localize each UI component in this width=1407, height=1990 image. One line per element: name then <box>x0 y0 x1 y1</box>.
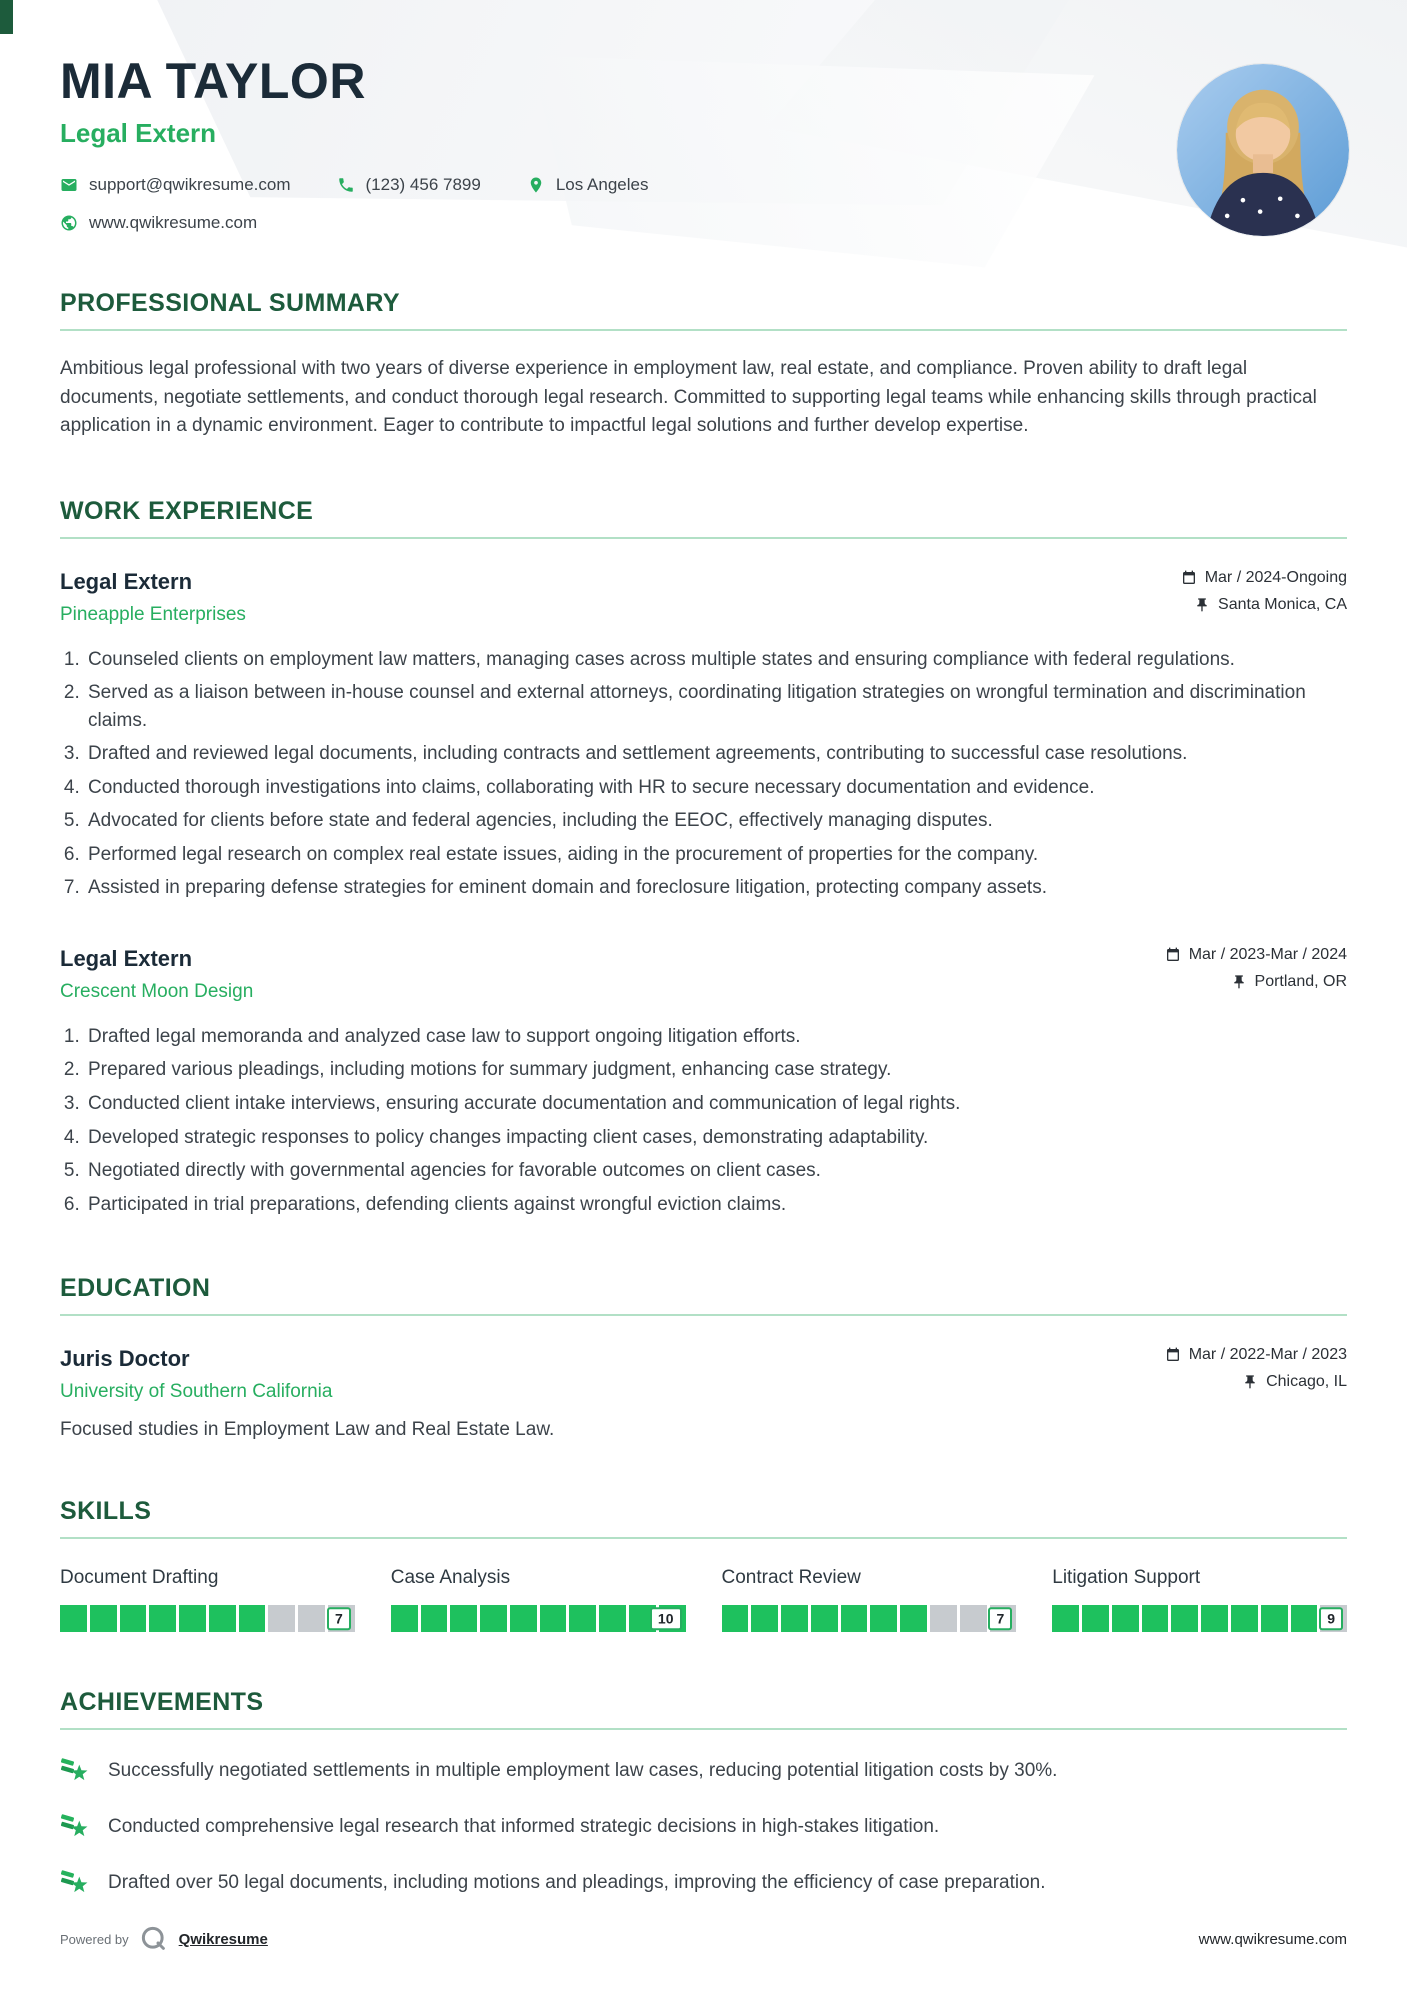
section-achievements <box>60 1688 1347 1898</box>
job-bullet-list <box>60 646 1347 902</box>
skill-bar <box>60 1605 355 1632</box>
job-bullet: 6. Participated in trial preparations, defending clients against wrongful eviction claims. <box>85 1191 1347 1219</box>
section-divider <box>60 537 1347 539</box>
achievement-text: Drafted over 50 legal documents, including motions and pleadings, improving the efficiency of case preparation. <box>108 1872 1046 1894</box>
section-work-experience <box>60 497 1347 1219</box>
skills-grid <box>60 1567 1347 1632</box>
footer-branding <box>60 1924 268 1954</box>
powered-by-text: Powered by <box>60 1931 129 1947</box>
email-icon <box>60 176 78 194</box>
job-title-block <box>60 569 246 626</box>
job-bullet-list <box>60 1023 1347 1218</box>
section-divider <box>60 1537 1347 1539</box>
education-description: Focused studies in Employment Law and Real Estate Law. <box>60 1419 555 1441</box>
footer-website-link[interactable]: www.qwikresume.com <box>1198 1930 1347 1948</box>
school-name: University of Southern California <box>60 1381 333 1403</box>
job-company: Pineapple Enterprises <box>60 603 246 625</box>
job-title: Legal Extern <box>60 945 193 971</box>
skill-bar-track <box>391 1605 686 1632</box>
job-dates <box>1181 569 1347 587</box>
achievement-text: Successfully negotiated settlements in multiple employment law cases, reducing potential litigation costs by 30%. <box>108 1760 1058 1782</box>
job-meta <box>1181 569 1347 623</box>
skill-level-badge: 9 <box>1319 1607 1343 1631</box>
phone-text: (123) 456 7899 <box>365 175 481 194</box>
job-bullet: 6. Performed legal research on complex real estate issues, aiding in the procurement of properties for the company. <box>85 841 1347 869</box>
pushpin-icon <box>1242 1374 1258 1390</box>
job-title: Legal Extern <box>60 568 193 594</box>
pushpin-icon <box>1194 597 1210 613</box>
job-bullet: 2. Prepared various pleadings, including motions for summary judgment, enhancing case strategy. <box>85 1056 1347 1084</box>
skill-contract-review <box>722 1567 1017 1632</box>
achievement-item <box>60 1756 1347 1786</box>
job-header <box>60 946 1347 1003</box>
job-bullet: 4. Conducted thorough investigations into claims, collaborating with HR to secure necessary documentation and evidence. <box>85 774 1347 802</box>
job-bullet: 4. Developed strategic responses to policy changes impacting client cases, demonstrating adaptability. <box>85 1124 1347 1152</box>
skill-label: Litigation Support <box>1052 1567 1201 1589</box>
education-location-text: Chicago, IL <box>1266 1373 1347 1391</box>
job-bullet: 3. Drafted and reviewed legal documents, including contracts and settlement agreements, contributing to successful case resolutions. <box>85 740 1347 768</box>
email-text: support@qwikresume.com <box>89 175 291 194</box>
job-bullet: 3. Conducted client intake interviews, ensuring accurate documentation and communication of legal rights. <box>85 1090 1347 1118</box>
job-bullet: 1. Drafted legal memoranda and analyzed case law to support ongoing litigation efforts. <box>85 1023 1347 1051</box>
skill-label: Document Drafting <box>60 1567 219 1589</box>
job-title-block <box>60 946 253 1003</box>
job-location <box>1165 973 1347 991</box>
summary-text: Ambitious legal professional with two years of diverse experience in employment law, real estate, and compliance. Proven ability to draft legal documents, negotiate settlements, and conduct thorough legal research. Committed to supporting legal teams while enhancing skills through practical application in a dynamic environment. Eager to contribute to impactful legal solutions and further develop expertise. <box>60 358 1317 436</box>
candidate-name: MIA TAYLOR <box>60 53 366 109</box>
section-heading: ACHIEVEMENTS <box>60 1688 264 1717</box>
section-education <box>60 1274 1347 1441</box>
skill-document-drafting <box>60 1567 355 1632</box>
job-meta <box>1165 946 1347 1000</box>
contact-email <box>60 175 291 195</box>
candidate-title: Legal Extern <box>60 118 217 148</box>
section-heading: WORK EXPERIENCE <box>60 496 314 525</box>
education-dates <box>1165 1346 1347 1364</box>
skill-bar-track <box>722 1605 1017 1632</box>
job-location-text: Santa Monica, CA <box>1218 595 1347 613</box>
contact-location <box>527 175 649 195</box>
section-divider <box>60 1728 1347 1730</box>
skill-litigation-support <box>1052 1567 1347 1632</box>
job-location <box>1181 596 1347 614</box>
education-header <box>60 1346 1347 1403</box>
contact-phone <box>337 175 481 195</box>
education-entry <box>60 1346 1347 1441</box>
education-dates-text: Mar / 2022-Mar / 2023 <box>1188 1346 1347 1364</box>
corner-accent <box>0 0 13 34</box>
skill-label: Contract Review <box>721 1567 861 1589</box>
location-text: Los Angeles <box>555 175 649 194</box>
education-meta <box>1165 1346 1347 1400</box>
achievement-item <box>60 1868 1347 1898</box>
section-skills <box>60 1497 1347 1632</box>
job-dates-text: Mar / 2024-Ongoing <box>1204 568 1347 586</box>
skill-bar-track <box>60 1605 355 1632</box>
skill-level-badge: 7 <box>988 1607 1012 1631</box>
job-company: Crescent Moon Design <box>60 980 254 1002</box>
skill-bar <box>722 1605 1017 1632</box>
job-entry <box>60 569 1347 902</box>
skill-level-badge: 7 <box>327 1607 351 1631</box>
achievement-list <box>60 1756 1347 1898</box>
achievement-item <box>60 1812 1347 1842</box>
resume-header <box>60 52 1347 233</box>
section-divider <box>60 1314 1347 1316</box>
skill-label: Case Analysis <box>390 1567 511 1589</box>
skill-bar <box>1052 1605 1347 1632</box>
degree-title: Juris Doctor <box>60 1346 190 1372</box>
job-entry <box>60 946 1347 1218</box>
contact-row <box>60 175 1347 195</box>
calendar-icon <box>1165 1347 1181 1363</box>
location-pin-icon <box>527 176 545 194</box>
job-bullet: 2. Served as a liaison between in-house counsel and external attorneys, coordinating litigation strategies on wrongful termination and discrimination claims. <box>85 679 1347 734</box>
section-professional-summary <box>60 289 1347 441</box>
skill-level-badge: 10 <box>650 1607 682 1631</box>
award-icon <box>60 1756 90 1786</box>
job-bullet: 7. Assisted in preparing defense strategies for eminent domain and foreclosure litigation, protecting company assets. <box>85 874 1347 902</box>
job-header <box>60 569 1347 626</box>
section-heading: PROFESSIONAL SUMMARY <box>60 289 400 317</box>
section-divider <box>60 329 1347 331</box>
job-dates <box>1165 946 1347 964</box>
website-text: www.qwikresume.com <box>89 213 258 232</box>
skill-bar-track <box>1052 1605 1347 1632</box>
globe-icon <box>60 214 78 232</box>
page-footer <box>60 1924 1347 1954</box>
calendar-icon <box>1181 570 1197 586</box>
job-dates-text: Mar / 2023-Mar / 2024 <box>1188 945 1347 963</box>
education-title-block <box>60 1346 332 1403</box>
contact-website <box>60 213 257 233</box>
skill-bar <box>391 1605 686 1632</box>
calendar-icon <box>1165 947 1181 963</box>
phone-icon <box>337 176 355 194</box>
achievement-text: Conducted comprehensive legal research that informed strategic decisions in high-stakes litigation. <box>108 1816 940 1838</box>
award-icon <box>60 1812 90 1842</box>
qwikresume-link[interactable]: Qwikresume <box>178 1930 268 1948</box>
pushpin-icon <box>1231 974 1247 990</box>
skill-case-analysis <box>391 1567 686 1632</box>
avatar <box>1177 64 1349 236</box>
contact-row-2 <box>60 213 1347 233</box>
section-heading: SKILLS <box>60 1497 152 1526</box>
job-location-text: Portland, OR <box>1254 972 1347 990</box>
job-bullet: 5. Advocated for clients before state and federal agencies, including the EEOC, effectively managing disputes. <box>85 807 1347 835</box>
qwikresume-logo-icon <box>139 1924 169 1954</box>
job-bullet: 1. Counseled clients on employment law matters, managing cases across multiple states and ensuring compliance with federal regulations. <box>85 646 1347 674</box>
section-heading: EDUCATION <box>60 1274 211 1303</box>
education-location <box>1165 1373 1347 1391</box>
profile-photo <box>1177 64 1349 236</box>
award-icon <box>60 1868 90 1898</box>
job-bullet: 5. Negotiated directly with governmental agencies for favorable outcomes on client cases. <box>85 1157 1347 1185</box>
